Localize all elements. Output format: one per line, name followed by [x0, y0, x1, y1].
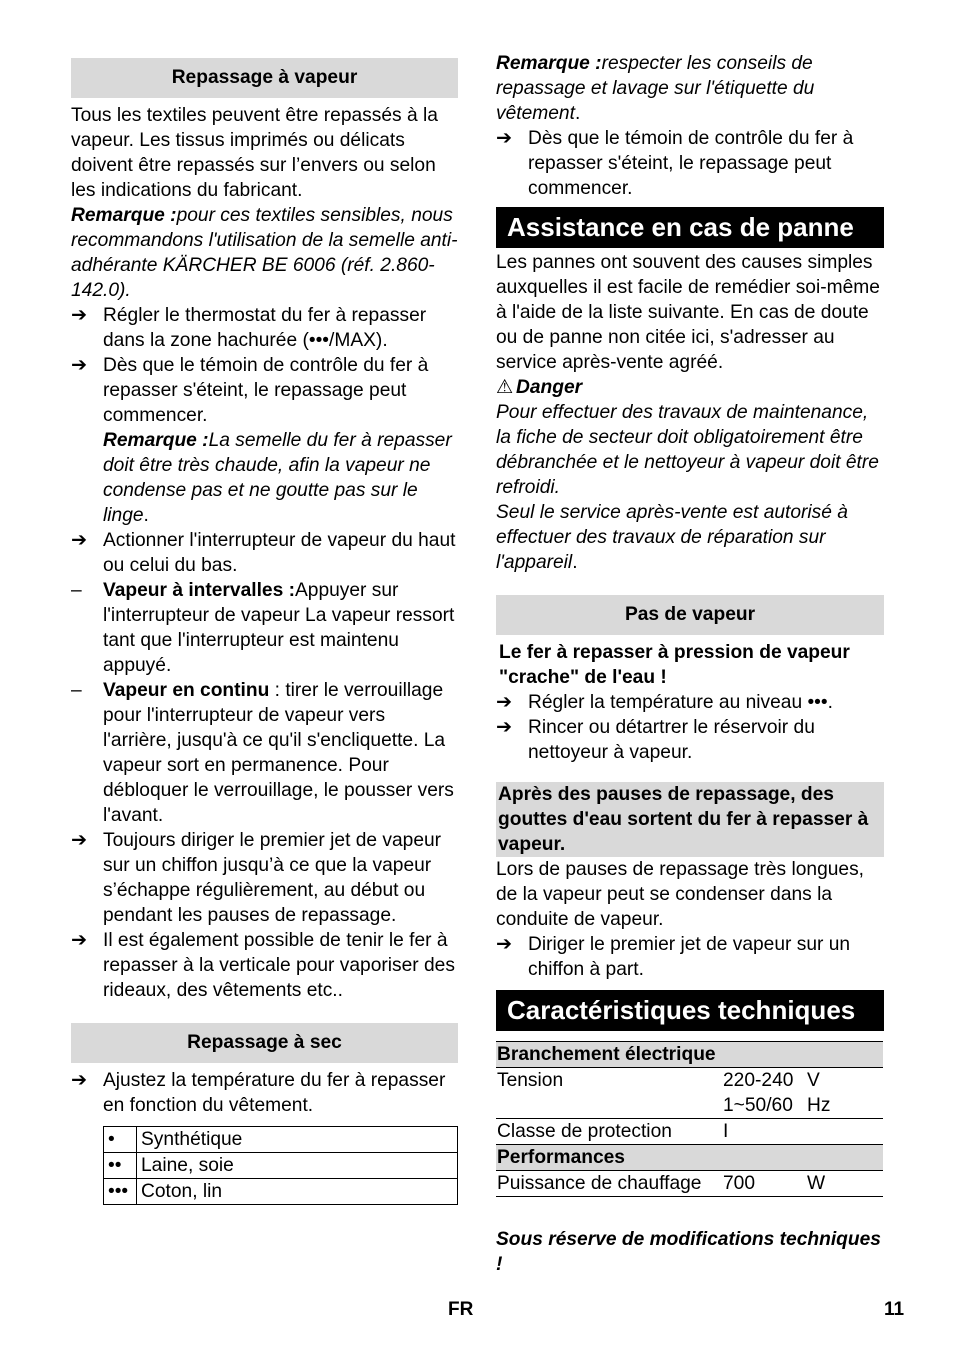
- steam-note: Remarque :pour ces textiles sensibles, nous recommandons l'utilisation de la semelle anti-adhérante KÄRCHER BE 6006 (réf. 2.860-142.0).: [71, 205, 458, 301]
- page-number: 11: [884, 1299, 905, 1320]
- arrow-icon: ➔: [496, 692, 513, 713]
- section-title-steam-ironing: Repassage à vapeur: [71, 58, 458, 98]
- footer-language: FR: [448, 1299, 474, 1320]
- temperature-table: [103, 1126, 458, 1205]
- danger-text-2: Seul le service après-vente est autorisé à effectuer des travaux de réparation sur l'appareil.: [496, 502, 848, 573]
- section-title-dry-ironing: Repassage à sec: [71, 1023, 458, 1063]
- arrow-icon: ➔: [71, 1070, 88, 1091]
- arrow-icon: ➔: [71, 305, 88, 326]
- table-row: ••• Coton, lin: [104, 1179, 458, 1205]
- table-row: Performances: [496, 1145, 883, 1171]
- steam-dash-2: – Vapeur en continu : tirer le verrouillage pour l'interrupteur de vapeur vers l'arrière, jusqu'à ce qu'il s'encliquette. La vapeur sort en permanence. Pour débloquer le verrouillage, le pousser vers l'avant.: [71, 680, 454, 826]
- table-row: Puissance de chauffage 700 W: [496, 1171, 883, 1197]
- steam-step-1: ➔ Régler le thermostat du fer à repasser dans la zone hachurée (•••/MAX).: [71, 305, 427, 351]
- table-row: •• Laine, soie: [104, 1153, 458, 1179]
- steam-step-4: ➔ Toujours diriger le premier jet de vapeur sur un chiffon jusqu’à ce que la vapeur s’échappe régulièrement, au début ou pendant les pauses de repassage.: [71, 830, 442, 926]
- troubleshooting-intro: Les pannes ont souvent des causes simples auxquelles il est facile de remédier soi-même à l'aide de la liste suivante. En cas de doute ou de panne non citée ici, s'adresser au service après-vente agréé.: [496, 252, 880, 373]
- steam-intro: Tous les textiles peuvent être repassés à la vapeur. Les tissus imprimés ou délicats doivent être repassés sur l’envers ou selon les indications du fabricant.: [71, 105, 438, 201]
- steam-step-2-note: Remarque :La semelle du fer à repasser doit être très chaude, afin la vapeur ne condense pas et ne goutte pas sur le linge.: [103, 430, 452, 526]
- drops-step-1: ➔ Diriger le premier jet de vapeur sur un chiffon à part.: [496, 934, 851, 980]
- steam-step-3: ➔ Actionner l'interrupteur de vapeur du haut ou celui du bas.: [71, 530, 456, 576]
- section-title-no-steam: Pas de vapeur: [496, 595, 884, 635]
- left-column: [71, 50, 458, 1205]
- table-row: Branchement électrique: [496, 1042, 883, 1068]
- table-row: • Synthétique: [104, 1127, 458, 1153]
- arrow-icon: ➔: [496, 934, 513, 955]
- table-row: Classe de protection I: [496, 1119, 883, 1145]
- no-steam-step-2: ➔ Rincer ou détartrer le réservoir du nettoyeur à vapeur.: [496, 717, 815, 763]
- section-title-drops: Après des pauses de repassage, des gouttes d'eau sortent du fer à repasser à vapeur.: [496, 782, 884, 857]
- no-steam-subtitle: Le fer à repasser à pression de vapeur "crache" de l'eau !: [499, 642, 850, 688]
- dash-bullet: –: [71, 580, 82, 601]
- danger-text-1: Pour effectuer des travaux de maintenance, la fiche de secteur doit obligatoirement être débranchée et le nettoyeur à vapeur doit être refroidi.: [496, 402, 879, 498]
- reserve-note: Sous réserve de modifications techniques !: [496, 1229, 881, 1275]
- top-step: ➔ Dès que le témoin de contrôle du fer à repasser s'éteint, le repassage peut commencer.: [496, 128, 854, 199]
- arrow-icon: ➔: [71, 530, 88, 551]
- danger-heading: ⚠ Danger: [496, 377, 583, 398]
- arrow-icon: ➔: [71, 830, 88, 851]
- section-title-troubleshooting: Assistance en cas de panne: [496, 207, 884, 248]
- top-note: Remarque :respecter les conseils de repassage et lavage sur l'étiquette du vêtement.: [496, 53, 815, 124]
- dry-step-1: ➔ Ajustez la température du fer à repasser en fonction du vêtement.: [71, 1070, 446, 1116]
- specs-table: [496, 1041, 883, 1197]
- right-column: [496, 50, 884, 1277]
- arrow-icon: ➔: [496, 717, 513, 738]
- no-steam-step-1: ➔ Régler la température au niveau •••.: [496, 692, 833, 713]
- arrow-icon: ➔: [71, 355, 88, 376]
- steam-dash-1: – Vapeur à intervalles :Appuyer sur l'interrupteur de vapeur La vapeur ressort tant que l'interrupteur est maintenu appuyé.: [71, 580, 455, 676]
- arrow-icon: ➔: [71, 930, 88, 951]
- section-title-specs: Caractéristiques techniques: [496, 990, 884, 1031]
- drops-text: Lors de pauses de repassage très longues, de la vapeur peut se condenser dans la conduite de vapeur.: [496, 859, 865, 930]
- warning-icon: ⚠: [496, 377, 514, 398]
- steam-step-5: ➔ Il est également possible de tenir le fer à repasser à la verticale pour vaporiser des rideaux, des vêtements etc..: [71, 930, 455, 1001]
- arrow-icon: ➔: [496, 128, 513, 149]
- table-row: Tension 220-240 1~50/60 V Hz: [496, 1068, 883, 1119]
- steam-step-2: ➔ Dès que le témoin de contrôle du fer à repasser s'éteint, le repassage peut commencer.: [71, 355, 429, 426]
- dash-bullet: –: [71, 680, 82, 701]
